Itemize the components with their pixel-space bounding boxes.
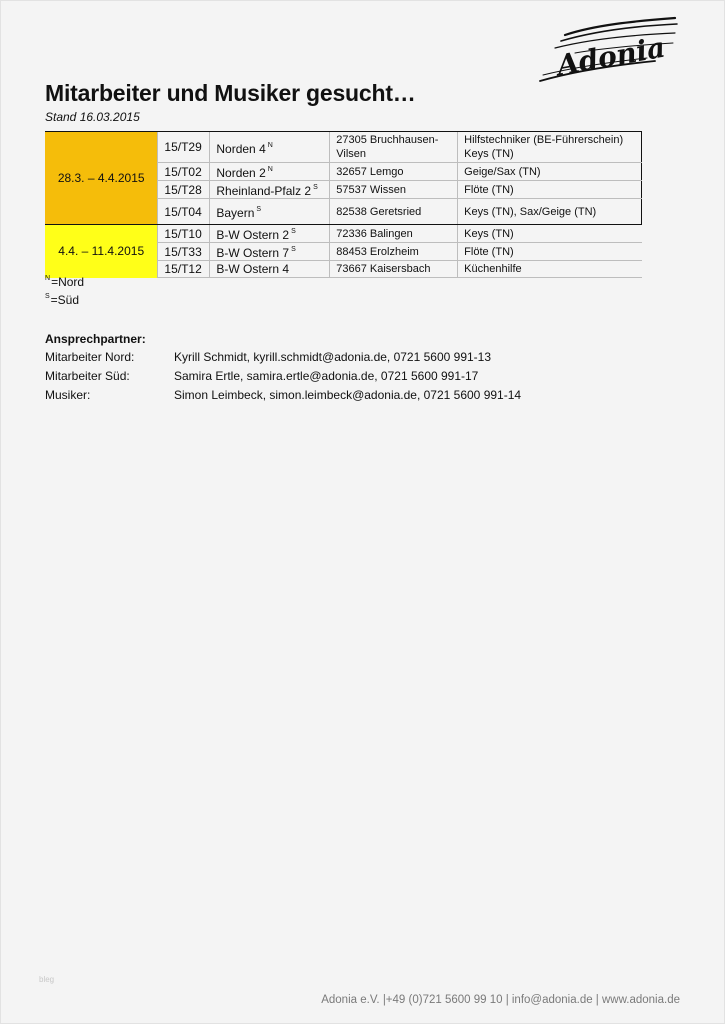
date-cell: 28.3. – 4.4.2015 — [45, 132, 158, 225]
contact-role: Musiker: — [45, 388, 91, 402]
legend-sued: $^S$=Süd — [45, 293, 80, 307]
contact-role: Mitarbeiter Süd: — [45, 369, 130, 383]
tour-name: Norden 4 $^N$ — [210, 132, 330, 163]
tour-code: 15/T28 — [158, 181, 210, 199]
tour-name: B-W Ostern 2 $^S$ — [210, 225, 330, 243]
needs: Keys (TN) — [458, 225, 642, 243]
watermark: bleg — [39, 975, 55, 984]
place: 57537 Wissen — [330, 181, 458, 199]
adonia-logo — [535, 15, 680, 87]
tour-name: Norden 2 $^N$ — [210, 163, 330, 181]
needs: Flöte (TN) — [458, 181, 642, 199]
tour-code: 15/T12 — [158, 261, 210, 278]
tour-name: B-W Ostern 7 $^S$ — [210, 243, 330, 261]
contact-info: Simon Leimbeck, simon.leimbeck@adonia.de, 0721 5600 991-14 — [174, 388, 522, 402]
place: 32657 Lemgo — [330, 163, 458, 181]
tour-name: Rheinland-Pfalz 2 $^S$ — [210, 181, 330, 199]
contacts-heading: Ansprechpartner: — [45, 332, 146, 346]
place: 88453 Erolzheim — [330, 243, 458, 261]
tour-code: 15/T04 — [158, 199, 210, 225]
stand-date: Stand 16.03.2015 — [45, 110, 140, 124]
needs: Geige/Sax (TN) — [458, 163, 642, 181]
place: 27305 Bruchhausen-Vilsen — [330, 132, 458, 163]
needs: Keys (TN), Sax/Geige (TN) — [458, 199, 642, 225]
place: 82538 Geretsried — [330, 199, 458, 225]
tour-name: Bayern $^S$ — [210, 199, 330, 225]
table-row — [45, 225, 642, 243]
footer: Adonia e.V. |+49 (0)721 5600 99 10 | info@adonia.de | www.adonia.de — [321, 994, 680, 1006]
page-title: Mitarbeiter und Musiker gesucht… — [45, 80, 416, 106]
needs: Küchenhilfe — [458, 261, 642, 278]
date-cell: 4.4. – 11.4.2015 — [45, 225, 158, 278]
contact-info: Samira Ertle, samira.ertle@adonia.de, 0721 5600 991-17 — [174, 369, 479, 383]
place: 73667 Kaisersbach — [330, 261, 458, 278]
schedule-table — [45, 131, 642, 278]
contact-info: Kyrill Schmidt, kyrill.schmidt@adonia.de, 0721 5600 991-13 — [174, 350, 492, 364]
tour-code: 15/T33 — [158, 243, 210, 261]
tour-code: 15/T29 — [158, 132, 210, 163]
svg-text:Adonia: Adonia — [554, 30, 668, 83]
needs: Flöte (TN) — [458, 243, 642, 261]
legend-nord: $^N$=Nord — [45, 275, 85, 289]
tour-code: 15/T02 — [158, 163, 210, 181]
place: 72336 Balingen — [330, 225, 458, 243]
tour-name: B-W Ostern 4 — [210, 261, 330, 278]
tour-code: 15/T10 — [158, 225, 210, 243]
table-row — [45, 132, 642, 163]
needs: Hilfstechniker (BE-Führerschein) Keys (TN) — [458, 132, 642, 163]
contact-role: Mitarbeiter Nord: — [45, 350, 135, 364]
